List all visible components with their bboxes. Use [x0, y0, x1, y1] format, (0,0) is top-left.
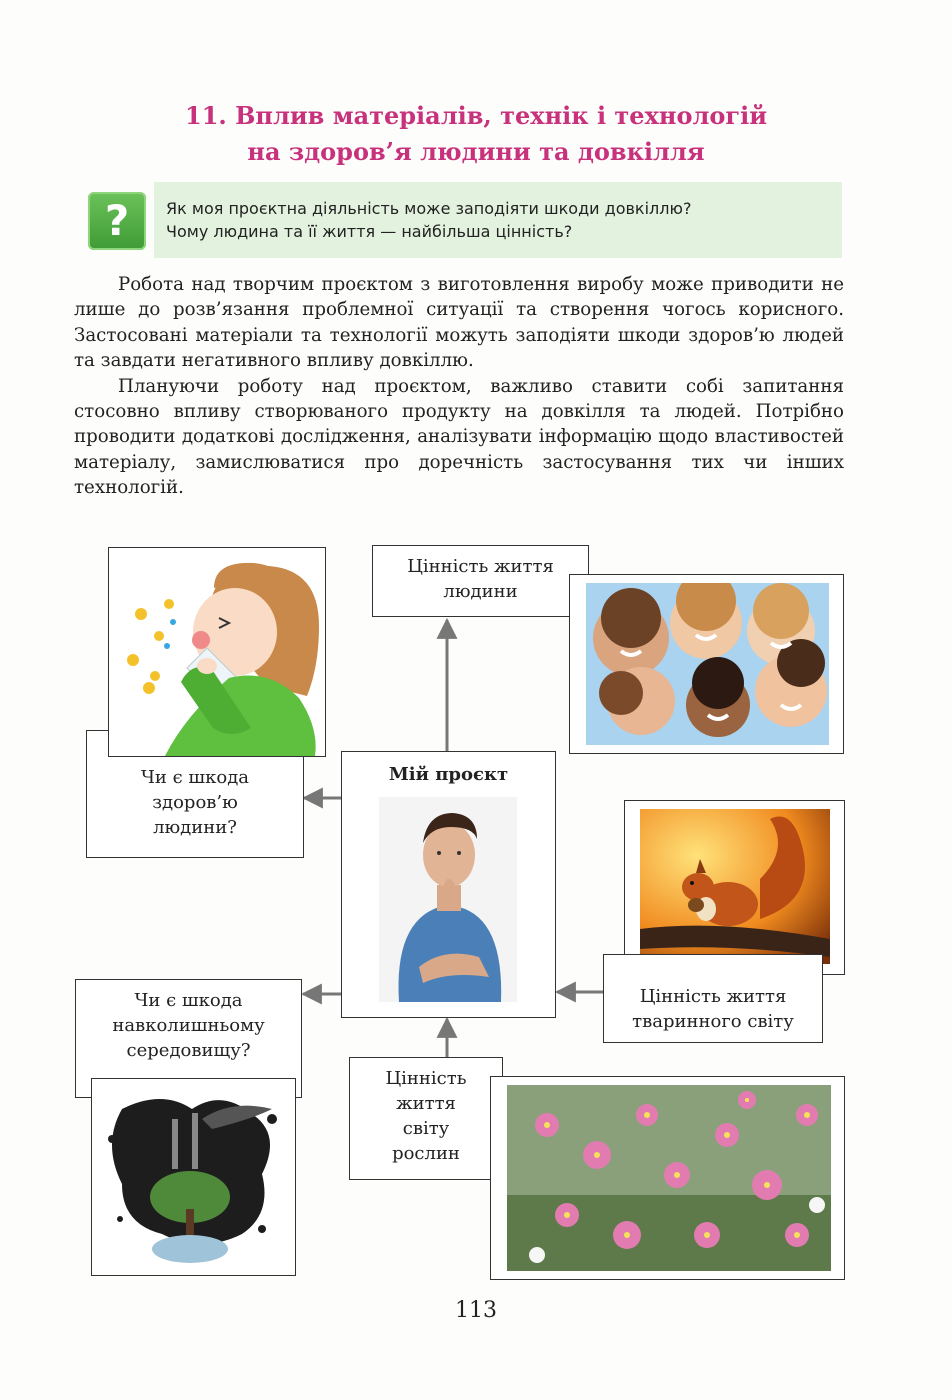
bottom-line-1: Цінність	[385, 1068, 467, 1089]
top-label-line-1: Цінність життя	[407, 556, 554, 577]
bottom-line-4: рослин	[392, 1143, 460, 1164]
question-2: Чому людина та її життя — найбільша цінність?	[166, 222, 573, 241]
page-number: 113	[455, 1298, 497, 1323]
center-label: Мій проєкт	[388, 764, 509, 785]
right-line-1: Цінність життя	[639, 986, 787, 1007]
title-line-2: на здоров’я людини та довкілля	[247, 137, 705, 166]
left-bottom-line-2: навколишньому	[112, 1015, 265, 1036]
bottom-line-3: світу	[402, 1118, 450, 1139]
sneezing-person-illustration	[108, 547, 326, 757]
children-image	[586, 583, 829, 745]
pollution-image	[92, 1079, 295, 1275]
paragraph-1: Робота над творчим проєктом з виготовлення виробу може приводити не лише до розв’язання проблемної ситуації та створення чогось корисного. Застосовані матеріали та технології можуть заподіяти шкоди здоров’ю людей та завдати негативного впливу довкіллю.	[74, 274, 844, 372]
top-label-line-2: людини	[443, 581, 518, 602]
my-project-box	[341, 751, 556, 1018]
human-life-value-box	[372, 545, 589, 617]
pollution-illustration	[91, 1078, 296, 1276]
squirrel-photo	[624, 800, 845, 975]
flowers-image	[507, 1085, 831, 1271]
left-top-line-3: людини?	[153, 817, 237, 838]
animal-life-value-box	[603, 954, 823, 1043]
right-line-2: тваринного світу	[632, 1011, 794, 1032]
bottom-line-2: життя	[396, 1093, 456, 1114]
left-top-line-1: Чи є шкода	[140, 767, 250, 788]
thinking-teen-photo	[379, 797, 517, 1002]
left-top-line-2: здоров’ю	[152, 792, 238, 813]
title-line-1: 11. Вплив матеріалів, технік і технологій	[185, 101, 767, 130]
question-mark-icon: ?	[88, 192, 146, 250]
left-bottom-line-1: Чи є шкода	[134, 990, 243, 1011]
plant-life-value-box	[349, 1057, 503, 1180]
question-1: Як моя проєктна діяльність може заподіяти шкоди довкіллю?	[166, 199, 692, 218]
squirrel-image	[640, 809, 830, 964]
children-photo	[569, 574, 844, 754]
paragraph-2: Плануючи роботу над проєктом, важливо ставити собі запитання стосовно впливу створюваного продукту на довкілля та людей. Потрібно проводити додаткові дослідження, аналізувати інформацію щодо властивостей матеріалу, замислюватися про доречність застосування тих чи інших технологій.	[74, 375, 844, 499]
sneezing-person-image	[109, 548, 325, 756]
flowers-photo	[490, 1076, 845, 1280]
left-bottom-line-3: середовищу?	[126, 1040, 251, 1061]
